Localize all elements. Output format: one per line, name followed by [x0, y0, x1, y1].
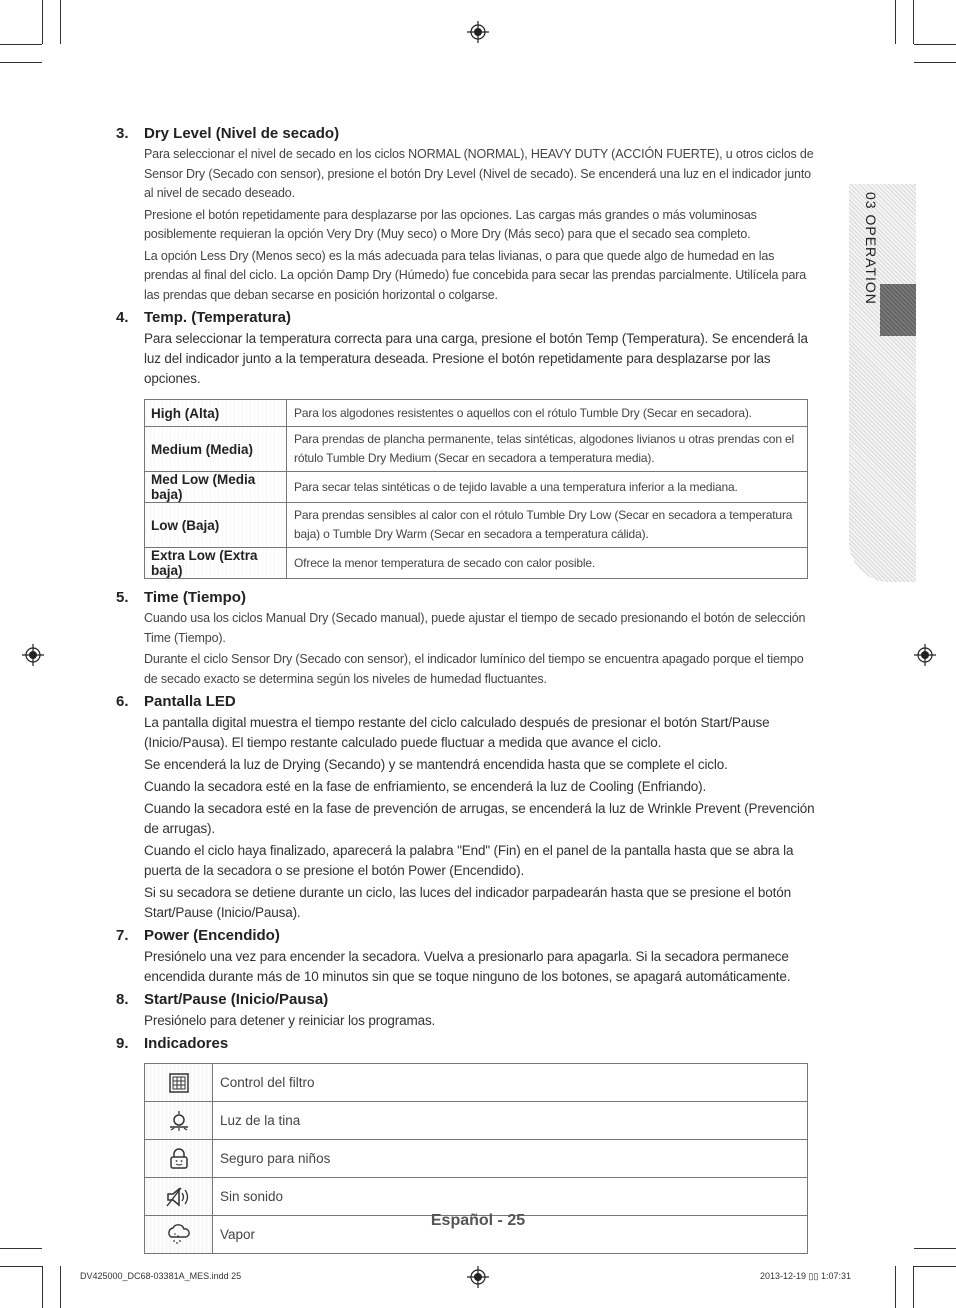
section-title: Temp. (Temperatura): [144, 309, 291, 326]
section-start-pause: [116, 989, 816, 1031]
temp-setting: Low (Baja): [145, 503, 287, 548]
section-number: 3.: [116, 125, 129, 142]
paragraph: Presione el botón repetidamente para desplazarse por las opciones. Las cargas más grandes o más voluminosas posiblemente requieran la opción Very Dry (Muy seco) o More Dry (Más seco) para que el secado sea completo.: [144, 207, 757, 241]
section-temperature: [116, 307, 816, 579]
section-title: Power (Encendido): [144, 927, 280, 944]
paragraph: Durante el ciclo Sensor Dry (Secado con sensor), el indicador lumínico del tiempo se encuentra apagado porque el tiempo de secado exacto se determina según los niveles de humedad fluctuantes.: [144, 652, 804, 686]
section-power: [116, 925, 816, 987]
section-heading: [116, 1033, 816, 1055]
table-row: [145, 1178, 808, 1216]
indicator-label: Luz de la tina: [213, 1102, 808, 1140]
chapter-label: 03 OPERATION: [863, 192, 879, 305]
indicator-label: Sin sonido: [213, 1178, 808, 1216]
registration-mark-icon: [467, 1266, 489, 1288]
crop-mark: [914, 1266, 956, 1267]
section-title: Indicadores: [144, 1035, 229, 1052]
footer-timestamp: 2013-12-19 ▯▯ 1:07:31: [760, 1271, 851, 1281]
temp-setting: High (Alta): [145, 400, 287, 427]
registration-mark-icon: [914, 644, 936, 666]
crop-mark: [913, 0, 914, 44]
registration-mark-icon: [467, 21, 489, 43]
footer-file-name: DV425000_DC68-03381A_MES.indd 25: [80, 1271, 242, 1281]
paragraph: La pantalla digital muestra el tiempo restante del ciclo calculado después de presionar el botón Start/Pause (Inicio/Pausa). El tiempo restante calculado puede fluctuar a medida que avance el ciclo.: [144, 715, 770, 750]
indicator-icon-cell: [145, 1102, 213, 1140]
crop-mark: [42, 0, 43, 44]
indicator-icon-cell: [145, 1140, 213, 1178]
table-row: [145, 1140, 808, 1178]
paragraph: Cuando la secadora esté en la fase de prevención de arrugas, se encenderá la luz de Wrinkle Prevent (Prevención de arrugas).: [144, 801, 815, 836]
crop-mark: [0, 62, 42, 63]
filter-icon: [168, 1072, 190, 1094]
paragraph: Cuando la secadora esté en la fase de enfriamiento, se encenderá la luz de Cooling (Enfriando).: [144, 779, 707, 794]
temp-description: Para los algodones resistentes o aquellos con el rótulo Tumble Dry (Secar en secadora).: [287, 400, 808, 427]
drum-light-icon: [167, 1110, 191, 1132]
section-body: [144, 329, 816, 579]
section-number: 6.: [116, 693, 129, 710]
paragraph: Presiónelo para detener y reiniciar los programas.: [144, 1013, 436, 1028]
paragraph: La opción Less Dry (Menos seco) es la más adecuada para telas livianas, o para que quede algo de humedad en las prendas al final del ciclo. La opción Damp Dry (Húmedo) fue concebida para secar las prendas parcialmente. Utilícela para las prendas que deban secarse en posición horizontal o colgarse.: [144, 248, 807, 302]
table-row: [145, 548, 808, 579]
registration-mark-icon: [22, 644, 44, 666]
temp-description: Para prendas de plancha permanente, telas sintéticas, algodones livianos u otras prendas con el rótulo Tumble Dry Medium (Secar en secadora a temperatura media).: [287, 427, 808, 472]
paragraph: Se encenderá la luz de Drying (Secando) y se mantendrá encendida hasta que se complete el ciclo.: [144, 757, 728, 772]
section-title: Pantalla LED: [144, 693, 236, 710]
table-row: [145, 1102, 808, 1140]
section-body: [144, 1011, 816, 1031]
table-row: [145, 503, 808, 548]
indicator-icon-cell: [145, 1064, 213, 1102]
section-heading: [116, 307, 816, 329]
section-heading: [116, 925, 816, 947]
section-heading: [116, 587, 816, 609]
mute-icon: [166, 1186, 192, 1208]
table-row: [145, 472, 808, 503]
section-led-display: [116, 691, 816, 923]
indicator-label: Vapor: [213, 1216, 808, 1254]
paragraph: Cuando usa los ciclos Manual Dry (Secado manual), puede ajustar el tiempo de secado presionando el botón de selección Time (Tiempo).: [144, 611, 806, 645]
section-body: [144, 713, 816, 923]
crop-mark: [0, 44, 42, 45]
crop-mark: [60, 0, 61, 44]
crop-mark: [0, 1266, 42, 1267]
crop-mark: [42, 1266, 43, 1308]
crop-mark: [895, 0, 896, 44]
temp-setting: Med Low (Media baja): [145, 472, 287, 503]
page-content: [116, 123, 816, 1254]
indicator-label: Seguro para niños: [213, 1140, 808, 1178]
crop-mark: [914, 62, 956, 63]
temperature-table: [144, 399, 808, 579]
temp-description: Ofrece la menor temperatura de secado con calor posible.: [287, 548, 808, 579]
temp-description: Para prendas sensibles al calor con el rótulo Tumble Dry Low (Secar en secadora a temperatura baja) o Tumble Dry Warm (Secar en secadora a temperatura cálida).: [287, 503, 808, 548]
table-row: [145, 427, 808, 472]
section-number: 7.: [116, 927, 129, 944]
temp-setting: Extra Low (Extra baja): [145, 548, 287, 579]
section-body: [144, 145, 816, 305]
section-title: Dry Level (Nivel de secado): [144, 125, 340, 142]
crop-mark: [914, 1248, 956, 1249]
section-number: 4.: [116, 309, 129, 326]
page-number: Español - 25: [430, 1212, 526, 1229]
section-body: [144, 947, 816, 987]
temp-description: Para secar telas sintéticas o de tejido lavable a una temperatura inferior a la mediana.: [287, 472, 808, 503]
crop-mark: [914, 44, 956, 45]
paragraph: Si su secadora se detiene durante un ciclo, las luces del indicador parpadearán hasta que se presione el botón Start/Pause (Inicio/Pausa).: [144, 885, 791, 920]
paragraph: Presiónelo una vez para encender la secadora. Vuelva a presionarlo para apagarla. Si la secadora permanece encendida durante más de 10 minutos sin que se toque ninguno de los botones, se apagará automáticamente.: [144, 949, 791, 984]
chapter-side-tab: [849, 184, 916, 582]
crop-mark: [0, 1248, 42, 1249]
section-dry-level: [116, 123, 816, 305]
section-title: Start/Pause (Inicio/Pausa): [144, 991, 329, 1008]
section-title: Time (Tiempo): [144, 589, 246, 606]
paragraph: Para seleccionar el nivel de secado en los ciclos NORMAL (NORMAL), HEAVY DUTY (ACCIÓN FUERTE), u otros ciclos de Sensor Dry (Secado con sensor), presione el botón Dry Level (Nivel de secado). Se encenderá una luz en el indicador junto al nivel de secado deseado.: [144, 147, 814, 200]
temp-setting: Medium (Media): [145, 427, 287, 472]
paragraph: Cuando el ciclo haya finalizado, aparecerá la palabra "End" (Fin) en el panel de la pantalla hasta que se abra la puerta de la secadora o se presione el botón Power (Encendido).: [144, 843, 794, 878]
indicator-label: Control del filtro: [213, 1064, 808, 1102]
crop-mark: [913, 1266, 914, 1308]
indicator-icon-cell: [145, 1178, 213, 1216]
section-heading: [116, 989, 816, 1011]
crop-mark: [60, 1266, 61, 1308]
chapter-marker: [880, 284, 916, 336]
section-number: 5.: [116, 589, 129, 606]
paragraph: Para seleccionar la temperatura correcta para una carga, presione el botón Temp (Temperatura). Se encenderá la luz del indicador junto a la temperatura deseada. Presione el botón repetidamente para desplazarse por las opciones.: [144, 331, 808, 386]
child-lock-icon: [168, 1148, 190, 1170]
table-row: [145, 1064, 808, 1102]
section-heading: [116, 691, 816, 713]
crop-mark: [895, 1266, 896, 1308]
section-time: [116, 587, 816, 689]
section-heading: [116, 123, 816, 145]
section-body: [144, 609, 816, 689]
section-number: 9.: [116, 1035, 129, 1052]
table-row: [145, 400, 808, 427]
section-number: 8.: [116, 991, 129, 1008]
